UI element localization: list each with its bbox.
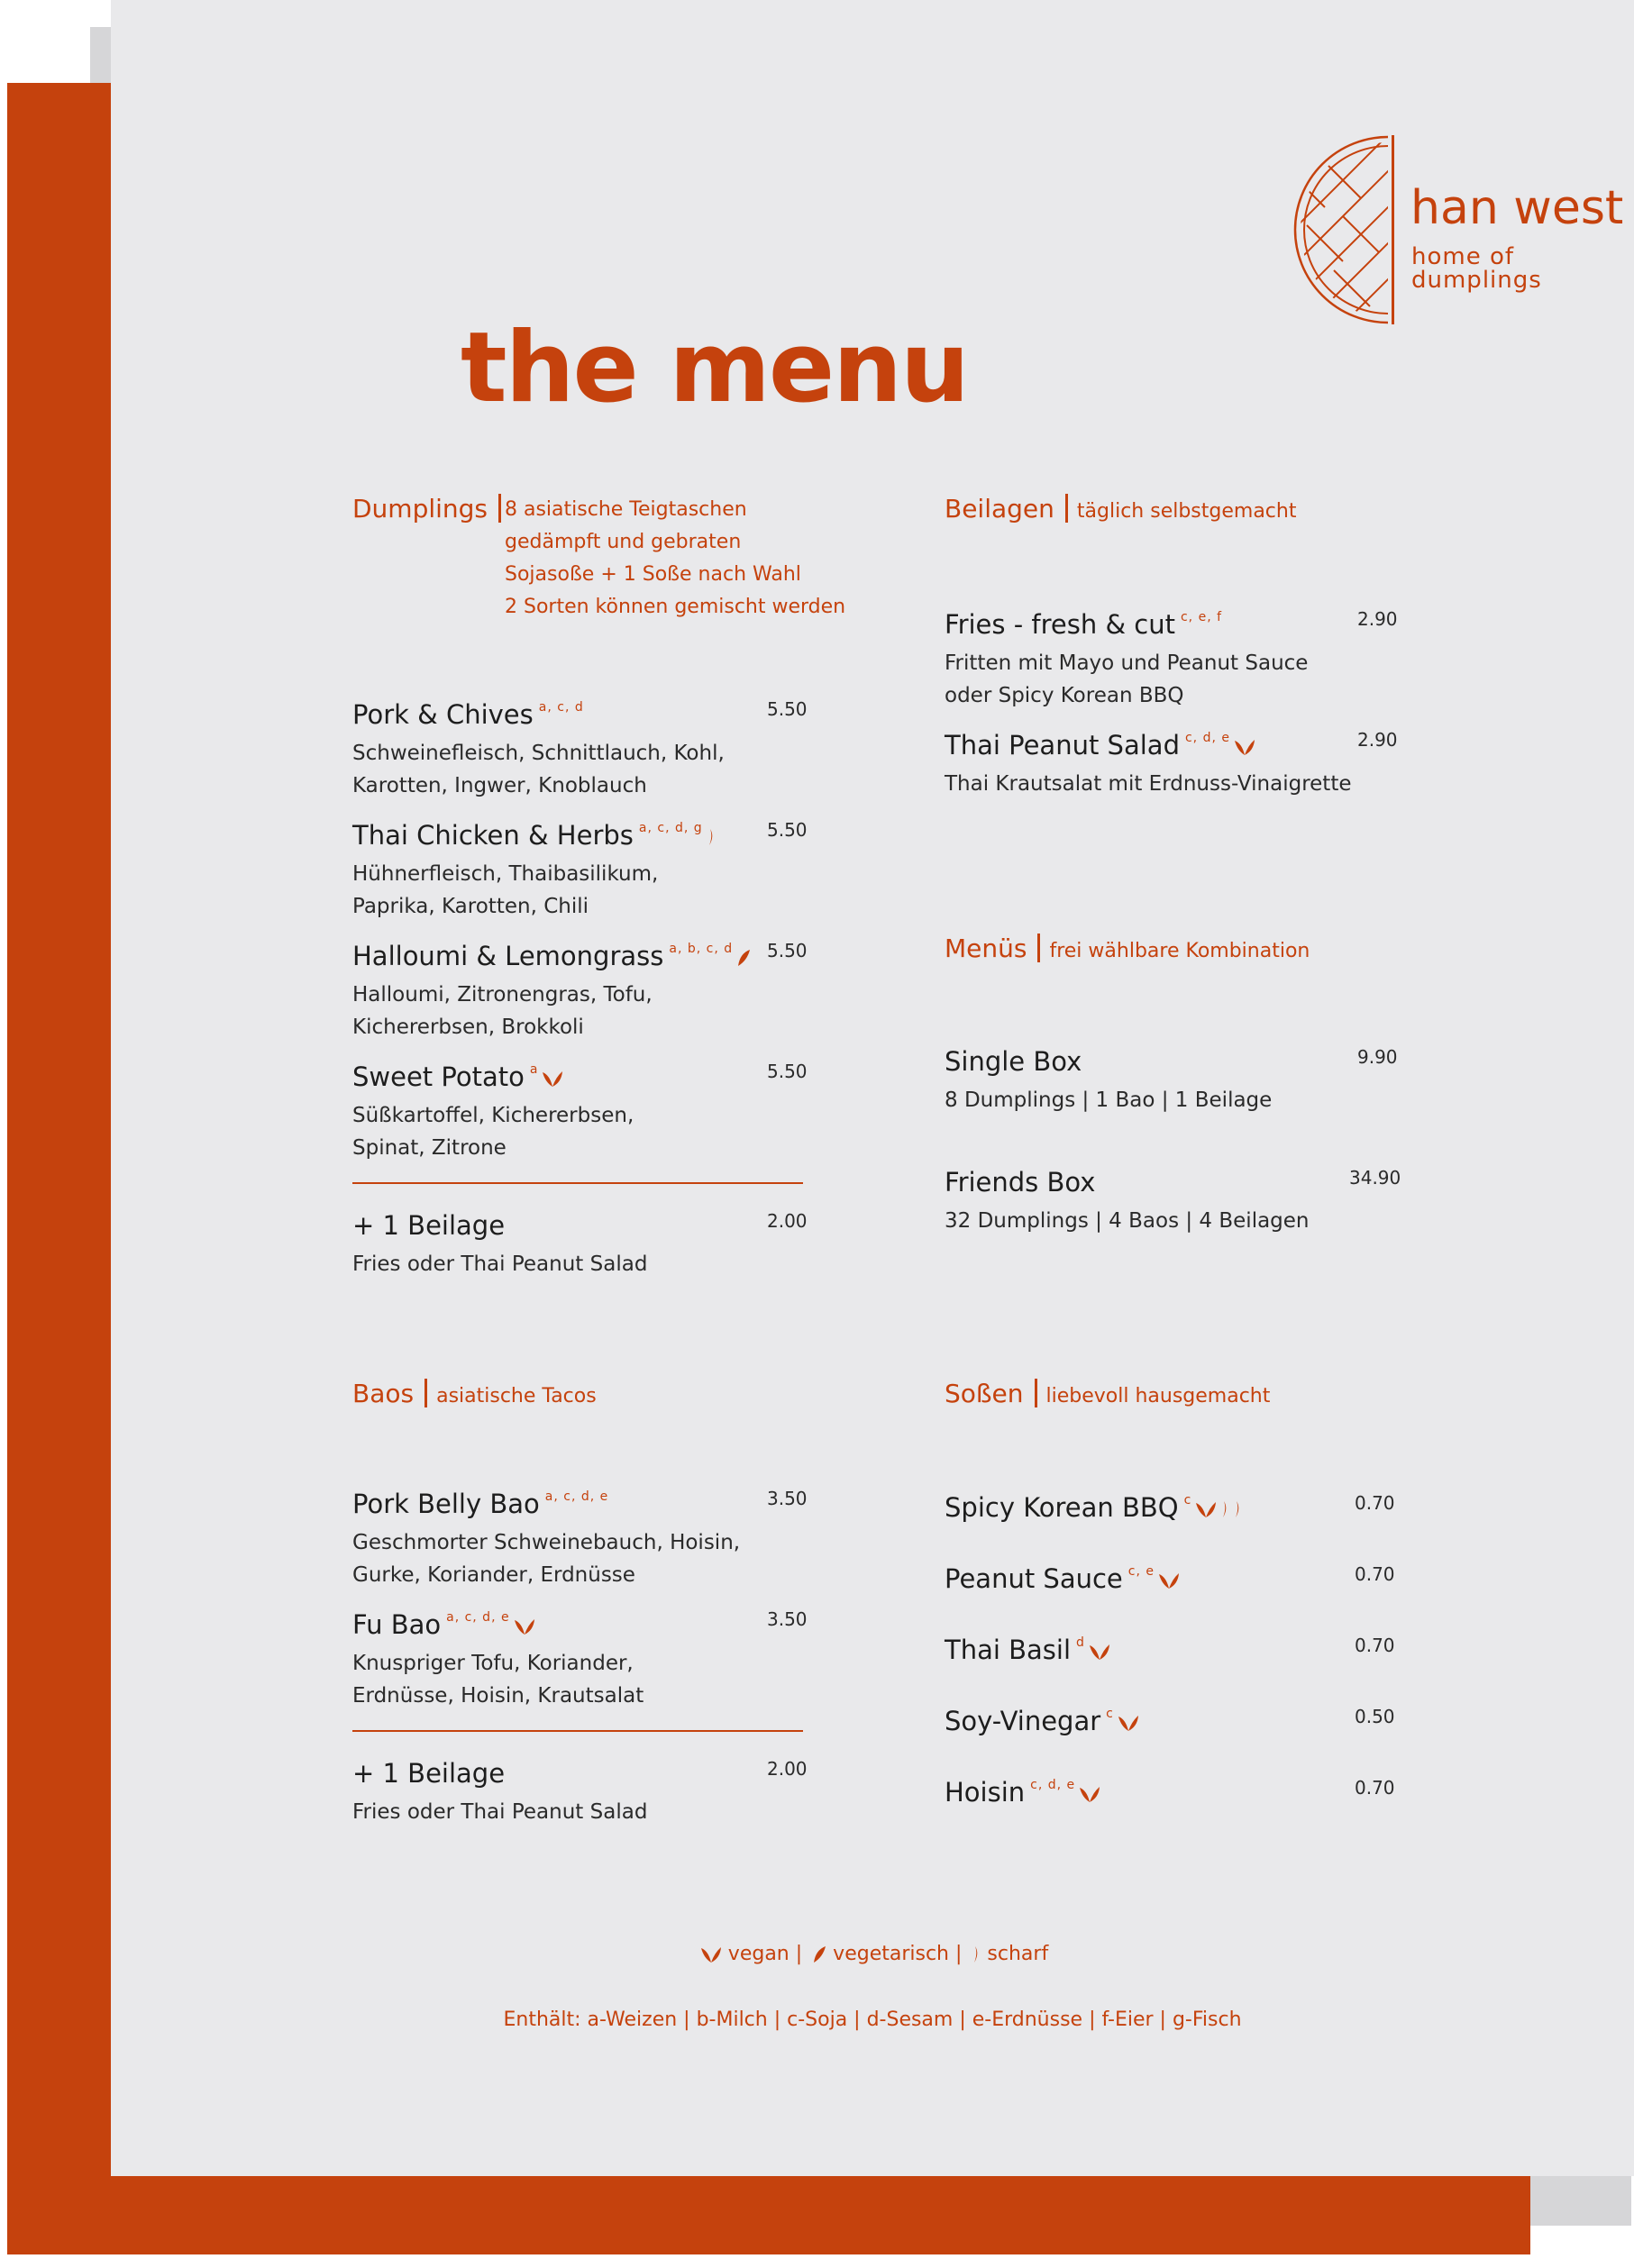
vegan-sprout-icon	[1089, 1643, 1110, 1661]
item-price: 0.70	[1355, 1563, 1395, 1585]
section-sossen-heading: Soßen liebevoll hausgemacht	[945, 1379, 1271, 1408]
sauce-item: Hoisin $^{c, d, e}$	[945, 1779, 1100, 1806]
vegan-sprout-icon	[1079, 1785, 1100, 1803]
item-price: 5.50	[767, 698, 808, 720]
section-beilagen-heading: Beilagen täglich selbstgemacht	[945, 494, 1297, 524]
item-price: 2.00	[767, 1210, 808, 1232]
woven-dumpling-basket-icon	[1280, 135, 1388, 324]
brand-tagline: home of dumplings	[1411, 243, 1542, 294]
chili-icon	[1233, 1499, 1242, 1519]
item-price: 5.50	[767, 1061, 808, 1082]
item-price: 0.70	[1355, 1777, 1395, 1799]
item-price: 3.50	[767, 1608, 808, 1630]
vegan-sprout-icon	[1158, 1571, 1180, 1589]
chili-icon	[1220, 1499, 1229, 1519]
divider	[352, 1182, 803, 1184]
item-price: 0.70	[1355, 1635, 1395, 1656]
menu-sheet	[111, 0, 1634, 2176]
vegan-sprout-icon	[1118, 1714, 1139, 1732]
item-price: 5.50	[767, 819, 808, 841]
menu-item: Fu Bao $^{a, c, d, e}$ Knuspriger Tofu, Koriander, Erdnüsse, Hoisin, Krautsalat	[352, 1609, 644, 1708]
vegetarian-leaf-icon	[812, 1945, 826, 1964]
chili-icon	[972, 1945, 981, 1964]
divider	[352, 1730, 803, 1732]
vegan-sprout-icon	[514, 1617, 535, 1635]
sauce-item: Soy-Vinegar $^c$	[945, 1708, 1139, 1735]
menu-item-extra: + 1 Beilage Fries oder Thai Peanut Salad	[352, 1758, 648, 1824]
item-price: 0.70	[1355, 1492, 1395, 1514]
menu-item: Thai Chicken & Herbs $^{a, c, d, g}$ Hühnerfleisch, Thaibasilikum, Paprika, Karotten, Chili	[352, 822, 716, 923]
vegetarian-leaf-icon	[736, 948, 751, 968]
section-baos-heading: Baos asiatische Tacos	[352, 1379, 597, 1408]
item-price: 9.90	[1357, 1046, 1398, 1068]
item-price: 34.90	[1349, 1167, 1401, 1189]
menu-item: Single Box 8 Dumplings | 1 Bao | 1 Beilage	[945, 1046, 1273, 1112]
sauce-item: Spicy Korean BBQ $^c$	[945, 1494, 1242, 1521]
item-price: 3.50	[767, 1488, 808, 1509]
vegan-sprout-icon	[1195, 1500, 1217, 1518]
menu-item: Fries - fresh & cut $^{c, e, f}$ Fritten mit Mayo und Peanut Sauce oder Spicy Korean BBQ	[945, 609, 1309, 707]
menu-item: Thai Peanut Salad $^{c, d, e}$ Thai Krautsalat mit Erdnuss-Vinaigrette	[945, 730, 1352, 796]
section-menus-heading: Menüs frei wählbare Kombination	[945, 934, 1310, 963]
vegan-sprout-icon	[542, 1070, 563, 1088]
allergen-legend: Enthält: a-Weizen | b-Milch | c-Soja | d-Sesam | e-Erdnüsse | f-Eier | g-Fisch	[503, 2008, 1242, 2031]
item-price: 0.50	[1355, 1706, 1395, 1727]
diet-legend: vegan | vegetarisch | scharf	[111, 1943, 1634, 1965]
menu-item: Friends Box 32 Dumplings | 4 Baos | 4 Beilagen	[945, 1167, 1310, 1233]
item-price: 5.50	[767, 940, 808, 961]
section-dumplings-heading: Dumplings	[352, 494, 510, 523]
page-title: the menu	[461, 312, 968, 424]
item-price: 2.90	[1357, 608, 1398, 630]
menu-item: Halloumi & Lemongrass $^{a, b, c, d}$ Halloumi, Zitronengras, Tofu, Kichererbsen, Brokkoli	[352, 943, 751, 1043]
chili-icon	[707, 827, 716, 847]
menu-item: Pork Belly Bao $^{a, c, d, e}$ Geschmorter Schweinebauch, Hoisin, Gurke, Koriander, Erdnüsse	[352, 1489, 741, 1587]
logo-divider	[1392, 135, 1394, 324]
vegan-sprout-icon	[1234, 738, 1255, 756]
item-price: 2.90	[1357, 729, 1398, 751]
vegan-sprout-icon	[700, 1945, 722, 1963]
menu-item: Pork & Chives $^{a, c, d}$ Schweinefleisch, Schnittlauch, Kohl, Karotten, Ingwer, Knoblauch	[352, 699, 725, 797]
sauce-item: Thai Basil $^d$	[945, 1636, 1110, 1663]
menu-item-extra: + 1 Beilage Fries oder Thai Peanut Salad	[352, 1210, 648, 1276]
brand-name: han west	[1410, 181, 1624, 235]
dumplings-subtitle: 8 asiatische Teigtaschen gedämpft und gebraten Sojasoße + 1 Soße nach Wahl 2 Sorten können gemischt werden	[505, 498, 846, 618]
menu-item: Sweet Potato $^a$ Süßkartoffel, Kichererbsen, Spinat, Zitrone	[352, 1061, 634, 1160]
item-price: 2.00	[767, 1758, 808, 1780]
sauce-item: Peanut Sauce $^{c, e}$	[945, 1565, 1180, 1592]
